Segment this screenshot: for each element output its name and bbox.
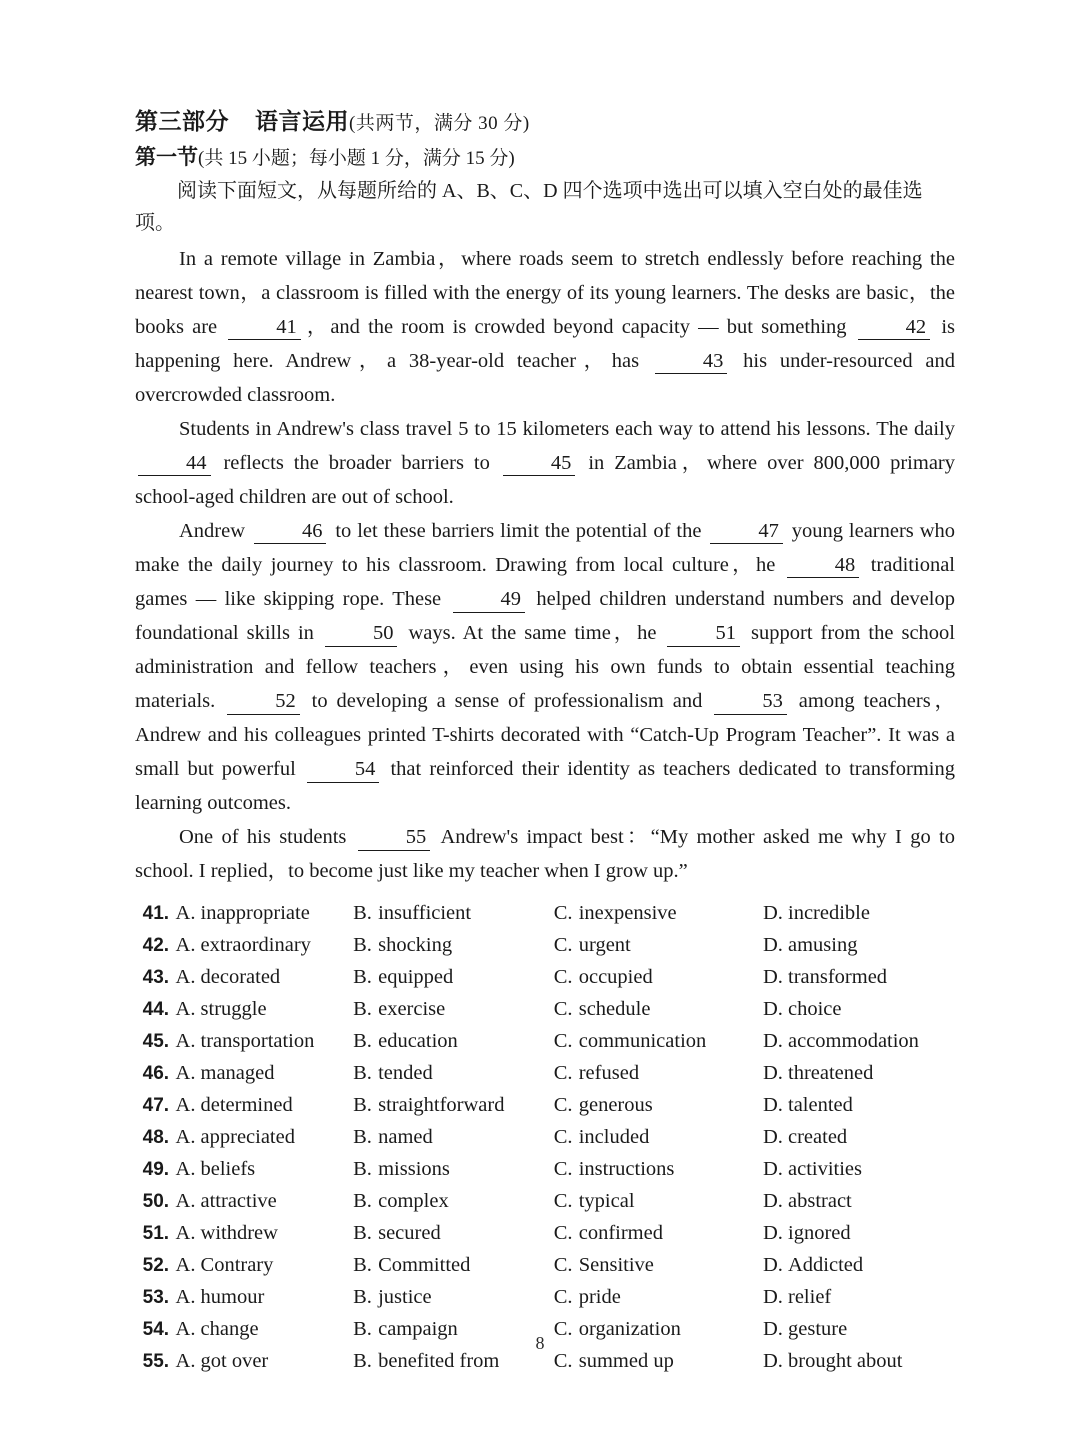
- option-c-52[interactable]: [554, 1254, 763, 1277]
- option-c-51[interactable]: [554, 1222, 763, 1245]
- option-text: benefited from: [378, 1350, 500, 1373]
- option-b-51[interactable]: [353, 1222, 554, 1245]
- section-heading: [135, 142, 955, 174]
- question-number: 53: [142, 1287, 164, 1309]
- option-text: withdrew: [200, 1222, 278, 1245]
- option-c-42[interactable]: [554, 934, 763, 957]
- question-number-dot: .: [163, 1287, 170, 1309]
- option-a-44[interactable]: [171, 998, 354, 1021]
- option-text: exercise: [378, 998, 446, 1021]
- option-letter: B.: [353, 1286, 372, 1309]
- option-d-44[interactable]: [763, 998, 955, 1021]
- question-row: [135, 934, 955, 966]
- option-text: decorated: [200, 966, 281, 989]
- option-letter: A.: [175, 1254, 196, 1277]
- question-number-dot: .: [163, 903, 170, 925]
- option-letter: D.: [763, 1158, 783, 1181]
- question-row: [135, 1254, 955, 1286]
- section-heading-meta: (共 15 小题；每小题 1 分，满分 15 分): [198, 147, 515, 169]
- cloze-blank-51[interactable]: 51: [667, 622, 740, 647]
- option-letter: B.: [353, 1190, 372, 1213]
- option-text: attractive: [200, 1190, 277, 1213]
- option-text: shocking: [378, 934, 453, 957]
- option-letter: D.: [763, 1126, 783, 1149]
- option-d-51[interactable]: [763, 1222, 955, 1245]
- option-letter: B.: [353, 1030, 372, 1053]
- question-row: [135, 1222, 955, 1254]
- option-letter: C.: [553, 998, 573, 1021]
- option-letter: D.: [763, 1190, 783, 1213]
- question-number: 41: [142, 903, 164, 925]
- option-b-47[interactable]: [353, 1094, 554, 1117]
- option-d-49[interactable]: [763, 1158, 955, 1181]
- option-a-42[interactable]: [171, 934, 354, 957]
- question-number: 50: [142, 1191, 164, 1213]
- question-row: [135, 1062, 955, 1094]
- cloze-blank-42[interactable]: 42: [858, 316, 931, 341]
- option-letter: D.: [763, 998, 783, 1021]
- option-text: occupied: [578, 966, 653, 989]
- option-text: created: [788, 1126, 848, 1149]
- question-number: 48: [142, 1127, 164, 1149]
- option-text: inexpensive: [578, 902, 677, 925]
- question-number-dot: .: [163, 1159, 170, 1181]
- option-a-45[interactable]: [171, 1030, 354, 1053]
- passage-paragraph: Students in Andrew's class travel 5 to 15 kilometers each way to attend his lessons. The daily 44 reflects the broader barriers to 45 in Zambia，where over 800,000 primary school-aged children are out of school.: [135, 417, 955, 508]
- option-letter: D.: [763, 1094, 783, 1117]
- option-text: ignored: [788, 1222, 851, 1245]
- option-text: appreciated: [200, 1126, 295, 1149]
- option-letter: C.: [553, 1350, 573, 1373]
- option-c-53[interactable]: [554, 1286, 763, 1309]
- option-letter: A.: [175, 1286, 196, 1309]
- question-number: 45: [142, 1031, 164, 1053]
- option-text: beliefs: [200, 1158, 256, 1181]
- option-text: schedule: [578, 998, 651, 1021]
- option-a-47[interactable]: [171, 1094, 354, 1117]
- cloze-blank-54[interactable]: 54: [307, 758, 380, 783]
- option-text: confirmed: [578, 1222, 663, 1245]
- question-number-dot: .: [163, 1191, 170, 1213]
- question-number-dot: .: [163, 1031, 170, 1053]
- question-row: [135, 1094, 955, 1126]
- option-b-52[interactable]: [353, 1254, 554, 1277]
- option-text: typical: [578, 1190, 635, 1213]
- option-text: transformed: [788, 966, 888, 989]
- option-letter: C.: [553, 1094, 573, 1117]
- option-b-53[interactable]: [353, 1286, 554, 1309]
- option-c-45[interactable]: [554, 1030, 763, 1053]
- option-letter: B.: [353, 998, 372, 1021]
- cloze-blank-53[interactable]: 53: [714, 690, 787, 715]
- option-letter: C.: [553, 1286, 573, 1309]
- options-list: [135, 902, 955, 1382]
- cloze-passage: [135, 242, 955, 888]
- option-c-43[interactable]: [554, 966, 763, 989]
- option-a-52[interactable]: [171, 1254, 354, 1277]
- part-heading-title: 第三部分: [135, 108, 229, 134]
- option-b-49[interactable]: [353, 1158, 554, 1181]
- question-row: [135, 1286, 955, 1318]
- option-text: refused: [578, 1062, 640, 1085]
- option-text: Committed: [378, 1254, 471, 1277]
- cloze-blank-47[interactable]: 47: [710, 520, 783, 545]
- option-letter: C.: [553, 1222, 573, 1245]
- option-b-42[interactable]: [353, 934, 554, 957]
- option-text: relief: [788, 1286, 832, 1309]
- option-letter: C.: [553, 934, 573, 957]
- cloze-blank-49[interactable]: 49: [453, 588, 526, 613]
- option-b-50[interactable]: [353, 1190, 554, 1213]
- option-b-43[interactable]: [353, 966, 554, 989]
- part-heading-subject: 语言运用: [255, 108, 349, 134]
- question-row: [135, 1126, 955, 1158]
- option-b-48[interactable]: [353, 1126, 554, 1149]
- cloze-blank-43[interactable]: 43: [655, 350, 728, 375]
- option-text: campaign: [378, 1318, 458, 1341]
- option-letter: B.: [353, 1222, 372, 1245]
- section-heading-label: 第一节: [135, 145, 198, 169]
- option-letter: A.: [175, 1190, 196, 1213]
- question-number-dot: .: [163, 1127, 170, 1149]
- option-a-51[interactable]: [171, 1222, 354, 1245]
- cloze-blank-46[interactable]: 46: [254, 520, 327, 545]
- option-d-41[interactable]: [763, 902, 955, 925]
- question-number: 44: [142, 999, 164, 1021]
- option-a-50[interactable]: [171, 1190, 354, 1213]
- cloze-blank-45[interactable]: 45: [503, 452, 576, 477]
- question-number-dot: .: [163, 967, 170, 989]
- option-letter: B.: [353, 934, 372, 957]
- option-d-42[interactable]: [763, 934, 955, 957]
- option-text: inappropriate: [200, 902, 310, 925]
- option-letter: C.: [553, 1030, 573, 1053]
- question-number-dot: .: [163, 1063, 170, 1085]
- option-text: transportation: [200, 1030, 315, 1053]
- cloze-blank-52[interactable]: 52: [227, 690, 300, 715]
- option-text: missions: [378, 1158, 450, 1181]
- option-text: Contrary: [200, 1254, 274, 1277]
- option-text: talented: [788, 1094, 853, 1117]
- question-number-dot: .: [163, 935, 170, 957]
- option-text: managed: [200, 1062, 275, 1085]
- option-d-53[interactable]: [763, 1286, 955, 1309]
- option-c-48[interactable]: [554, 1126, 763, 1149]
- option-a-46[interactable]: [171, 1062, 354, 1085]
- option-text: Sensitive: [578, 1254, 654, 1277]
- option-c-50[interactable]: [554, 1190, 763, 1213]
- option-letter: B.: [353, 966, 372, 989]
- question-number-dot: .: [163, 1319, 170, 1341]
- question-number: 52: [142, 1255, 164, 1277]
- option-text: complex: [378, 1190, 449, 1213]
- option-c-41[interactable]: [554, 902, 763, 925]
- option-letter: C.: [553, 1158, 573, 1181]
- option-b-41[interactable]: [353, 902, 554, 925]
- cloze-blank-50[interactable]: 50: [325, 622, 398, 647]
- option-letter: B.: [353, 1062, 372, 1085]
- option-c-47[interactable]: [554, 1094, 763, 1117]
- option-b-45[interactable]: [353, 1030, 554, 1053]
- part-heading: [135, 104, 955, 139]
- option-text: urgent: [578, 934, 631, 957]
- option-text: summed up: [578, 1350, 674, 1373]
- question-number-dot: .: [163, 1223, 170, 1245]
- option-letter: D.: [763, 966, 783, 989]
- option-letter: A.: [175, 1158, 196, 1181]
- option-letter: B.: [353, 1158, 372, 1181]
- option-letter: A.: [175, 1318, 196, 1341]
- option-letter: A.: [175, 902, 196, 925]
- option-letter: C.: [553, 1318, 573, 1341]
- option-a-41[interactable]: [171, 902, 354, 925]
- option-text: secured: [378, 1222, 441, 1245]
- option-d-45[interactable]: [763, 1030, 955, 1053]
- option-text: generous: [578, 1094, 653, 1117]
- option-letter: C.: [553, 902, 573, 925]
- option-text: organization: [578, 1318, 681, 1341]
- option-b-46[interactable]: [353, 1062, 554, 1085]
- option-letter: C.: [553, 1126, 573, 1149]
- option-letter: D.: [763, 1030, 783, 1053]
- option-text: abstract: [788, 1190, 852, 1213]
- option-letter: A.: [175, 1062, 196, 1085]
- passage-paragraph: One of his students 55 Andrew's impact best：“My mother asked me why I go to school. I replied，to become just like my teacher when I grow up.”: [135, 826, 955, 883]
- option-text: equipped: [378, 966, 454, 989]
- question-number-dot: .: [163, 1351, 170, 1373]
- option-text: threatened: [788, 1062, 874, 1085]
- option-text: got over: [200, 1350, 269, 1373]
- option-letter: A.: [175, 966, 196, 989]
- option-letter: B.: [353, 1126, 372, 1149]
- option-text: accommodation: [788, 1030, 919, 1053]
- option-text: extraordinary: [200, 934, 311, 957]
- question-number: 51: [142, 1223, 164, 1245]
- cloze-blank-48[interactable]: 48: [787, 554, 860, 579]
- question-row: [135, 998, 955, 1030]
- question-number: 43: [142, 967, 164, 989]
- passage-paragraph: In a remote village in Zambia，where roads seem to stretch endlessly before reaching the nearest town，a classroom is filled with the energy of its young learners. The desks are basic，the books are 41 ，and the room is crowded beyond capacity — but something 42 is happening here. Andrew，a 38-year-old teacher，has 43 his under-resourced and overcrowded classroom.: [135, 247, 955, 406]
- option-text: amusing: [788, 934, 858, 957]
- option-letter: D.: [763, 1286, 783, 1309]
- option-text: struggle: [200, 998, 267, 1021]
- question-number: 55: [142, 1351, 164, 1373]
- option-d-50[interactable]: [763, 1190, 955, 1213]
- option-letter: C.: [553, 1190, 573, 1213]
- cloze-blank-55[interactable]: 55: [358, 826, 431, 851]
- passage-paragraph: Andrew 46 to let these barriers limit the potential of the 47 young learners who make the daily journey to his classroom. Drawing from local culture，he 48 traditional games — like skipping rope. These 49 helped children understand numbers and develop foundational skills in 50 ways. At the same time，he 51 support from the school administration and fellow teachers，even using his own funds to obtain essential teaching materials. 52 to developing a sense of professionalism and 53 among teachers，Andrew and his colleagues printed T-shirts decorated with “Catch-Up Program Teacher”. It was a small but powerful 54 that reinforced their identity as teachers dedicated to transforming learning outcomes.: [135, 519, 956, 815]
- option-text: education: [378, 1030, 458, 1053]
- directions-text: 阅读下面短文，从每题所给的 A、B、C、D 四个选项中选出可以填入空白处的最佳选项。: [135, 180, 923, 235]
- option-c-46[interactable]: [554, 1062, 763, 1085]
- option-text: included: [578, 1126, 650, 1149]
- question-number-dot: .: [163, 999, 170, 1021]
- page-number: 8: [535, 1333, 545, 1353]
- option-c-49[interactable]: [554, 1158, 763, 1181]
- option-letter: D.: [763, 1222, 783, 1245]
- question-row: [135, 1190, 955, 1222]
- question-number: 49: [142, 1159, 164, 1181]
- option-letter: A.: [175, 1222, 196, 1245]
- option-letter: B.: [353, 1350, 372, 1373]
- option-c-44[interactable]: [554, 998, 763, 1021]
- option-letter: B.: [353, 1254, 372, 1277]
- question-number: 42: [142, 935, 164, 957]
- option-letter: D.: [763, 1254, 783, 1277]
- option-b-44[interactable]: [353, 998, 554, 1021]
- option-letter: A.: [175, 1094, 196, 1117]
- option-text: activities: [788, 1158, 863, 1181]
- option-d-47[interactable]: [763, 1094, 955, 1117]
- question-number-dot: .: [163, 1255, 170, 1277]
- option-letter: B.: [353, 1318, 372, 1341]
- option-letter: D.: [763, 934, 783, 957]
- option-d-48[interactable]: [763, 1126, 955, 1149]
- option-text: straightforward: [378, 1094, 505, 1117]
- option-text: named: [378, 1126, 433, 1149]
- option-text: Addicted: [788, 1254, 864, 1277]
- option-letter: C.: [553, 1062, 573, 1085]
- question-number: 46: [142, 1063, 164, 1085]
- option-a-49[interactable]: [171, 1158, 354, 1181]
- option-text: brought about: [788, 1350, 903, 1373]
- option-letter: D.: [763, 1350, 783, 1373]
- option-letter: D.: [763, 1318, 783, 1341]
- option-text: determined: [200, 1094, 293, 1117]
- option-letter: A.: [175, 998, 196, 1021]
- option-text: justice: [378, 1286, 432, 1309]
- option-text: humour: [200, 1286, 265, 1309]
- option-letter: B.: [353, 1094, 372, 1117]
- question-row: [135, 902, 955, 934]
- question-row: [135, 966, 955, 998]
- cloze-blank-44[interactable]: 44: [138, 452, 211, 477]
- option-letter: A.: [175, 1030, 196, 1053]
- question-number: 54: [142, 1319, 164, 1341]
- option-d-52[interactable]: [763, 1254, 955, 1277]
- question-row: [135, 1350, 955, 1382]
- option-text: communication: [578, 1030, 707, 1053]
- part-heading-meta: (共两节，满分 30 分): [349, 113, 530, 134]
- option-a-48[interactable]: [171, 1126, 354, 1149]
- option-letter: A.: [175, 1350, 196, 1373]
- page-content: [135, 104, 955, 1382]
- option-letter: C.: [553, 966, 573, 989]
- option-d-43[interactable]: [763, 966, 955, 989]
- option-text: choice: [788, 998, 842, 1021]
- cloze-blank-41[interactable]: 41: [228, 316, 301, 341]
- option-text: incredible: [788, 902, 870, 925]
- option-letter: A.: [175, 934, 196, 957]
- option-d-46[interactable]: [763, 1062, 955, 1085]
- option-a-53[interactable]: [171, 1286, 354, 1309]
- option-text: instructions: [578, 1158, 675, 1181]
- option-letter: B.: [353, 902, 372, 925]
- option-text: pride: [578, 1286, 621, 1309]
- option-letter: D.: [763, 902, 783, 925]
- question-row: [135, 1030, 955, 1062]
- option-a-43[interactable]: [171, 966, 354, 989]
- question-number: 47: [142, 1095, 164, 1117]
- option-text: change: [200, 1318, 259, 1341]
- option-text: insufficient: [378, 902, 472, 925]
- option-letter: C.: [553, 1254, 573, 1277]
- question-number-dot: .: [163, 1095, 170, 1117]
- option-letter: D.: [763, 1062, 783, 1085]
- question-row: [135, 1158, 955, 1190]
- option-text: gesture: [788, 1318, 848, 1341]
- option-text: tended: [378, 1062, 433, 1085]
- option-letter: A.: [175, 1126, 196, 1149]
